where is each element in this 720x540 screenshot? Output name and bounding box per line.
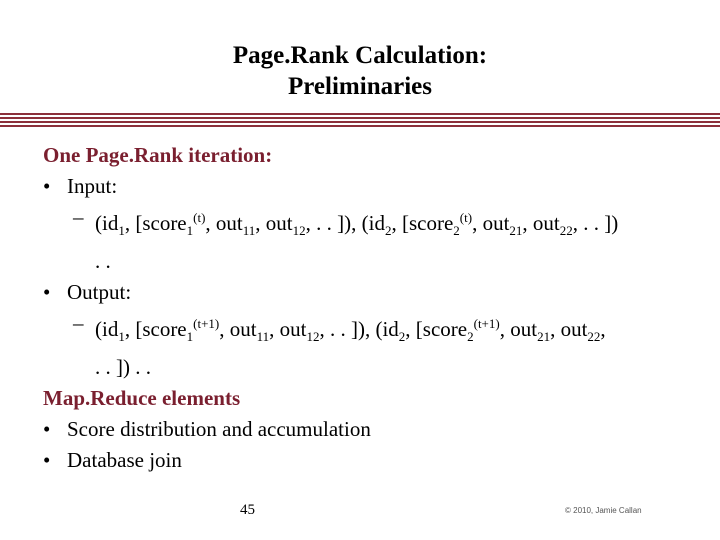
bullet-dot-icon: •	[43, 448, 51, 473]
input-continuation: . .	[95, 249, 111, 274]
bullet-database-join	[43, 445, 703, 476]
dash-icon: –	[73, 311, 84, 336]
output-formula: ($id_1$, [score$_1^{(t+1)}$, out$_{11}$, out$_{12}$, . . ]), ($id_2$, [score$_2^{(t+1)}$, out$_{21}$, out$_{22}$,	[95, 316, 606, 345]
bullet-label: Output:	[67, 280, 132, 305]
bullet-dot-icon: •	[43, 174, 51, 198]
bullet-label: Score distribution and accumulation	[67, 417, 371, 442]
bullet-dot-icon: •	[43, 417, 51, 442]
slide-title	[0, 40, 720, 102]
bullet-label: Input:	[67, 174, 118, 198]
slide-title-line1: Page.Rank Calculation:	[232, 42, 488, 69]
bullet-dot-icon: •	[43, 280, 51, 305]
bullet-label: Database join	[67, 448, 182, 473]
bullet-score-distribution	[43, 414, 703, 445]
dash-icon: –	[73, 205, 84, 229]
output-continuation: . . ]) . .	[95, 355, 151, 380]
page-number: 45	[240, 502, 255, 518]
slide-body	[43, 140, 703, 476]
title-divider	[0, 113, 720, 133]
copyright-notice: © 2010, Jamie Callan	[565, 506, 642, 515]
bullet-input	[43, 171, 703, 202]
input-detail	[43, 202, 703, 277]
output-detail	[43, 308, 703, 383]
section-heading-pagerank: One Page.Rank iteration:	[43, 143, 273, 167]
slide-title-line2: Preliminaries	[288, 73, 432, 100]
bullet-output	[43, 277, 703, 308]
section-heading-mapreduce: Map.Reduce elements	[43, 386, 241, 411]
input-formula: ($id_1$, [score$_1^{(t)}$, out$_{11}$, out$_{12}$, . . ]), ($id_2$, [score$_2^{(t)}$, out$_{21}$, out$_{22}$, . . ])	[95, 210, 619, 239]
